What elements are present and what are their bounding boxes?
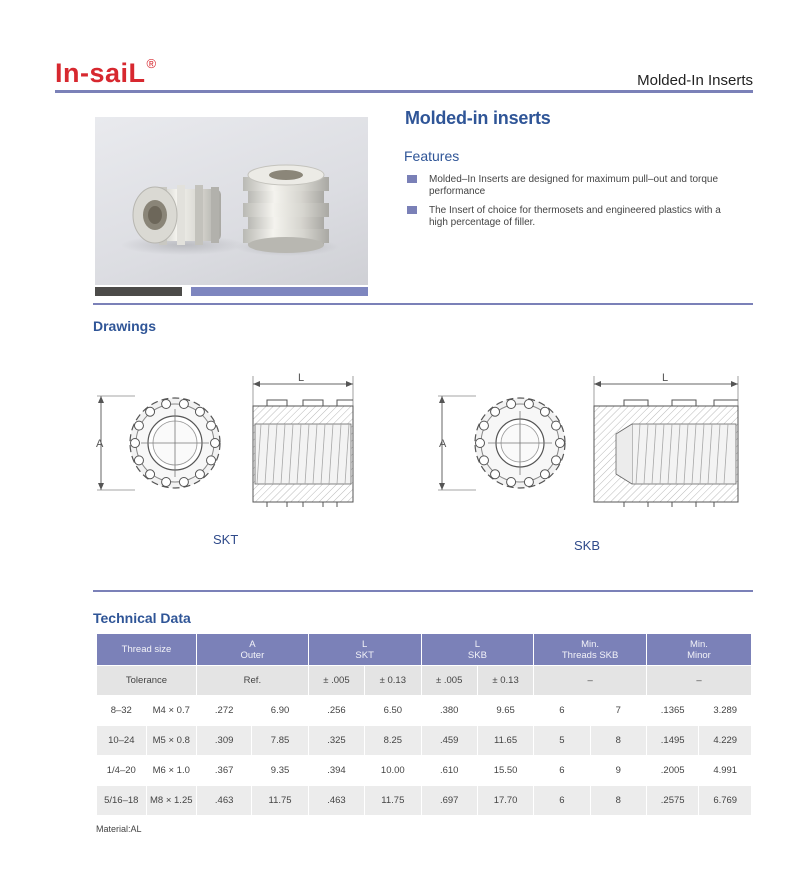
header-label-top: Min. xyxy=(581,638,600,650)
table-cell: 6 xyxy=(534,786,589,815)
gear-tooth xyxy=(552,456,561,465)
technical-data-table xyxy=(96,633,752,816)
table-cell: .463 xyxy=(197,786,251,815)
gear-tooth xyxy=(491,470,500,479)
gear-tooth xyxy=(491,407,500,416)
gear-tooth xyxy=(211,439,220,448)
gear-tooth xyxy=(540,470,549,479)
table-cell: .394 xyxy=(309,756,364,785)
table-cell: 11.75 xyxy=(365,786,420,815)
table-cell: .697 xyxy=(422,786,477,815)
header-label-top: A xyxy=(249,638,256,650)
table-header-row xyxy=(97,634,751,665)
table-cell: .2575 xyxy=(647,786,699,815)
header-label-bottom: Outer xyxy=(240,649,265,661)
table-cell: ± 0.13 xyxy=(365,666,420,695)
table-cell: .610 xyxy=(422,756,477,785)
dim-a-label: A xyxy=(96,438,104,450)
gear-tooth xyxy=(476,439,485,448)
table-cell: 1/4–20 xyxy=(97,756,146,785)
skb-label: SKB xyxy=(574,538,601,553)
table-cell: 7 xyxy=(591,696,646,725)
dim-l-label: L xyxy=(662,372,669,384)
dim-a-label: A xyxy=(439,438,447,450)
header-min-minor xyxy=(647,634,751,665)
table-cell: 5 xyxy=(534,726,589,755)
skt-drawing xyxy=(95,372,365,507)
table-cell: 6.50 xyxy=(365,696,420,725)
table-cell: 6 xyxy=(534,696,589,725)
skt-label: SKT xyxy=(213,532,239,547)
photo-accent-bar-dark xyxy=(95,287,182,296)
header-label-bottom: Minor xyxy=(687,649,711,661)
table-cell: – xyxy=(647,666,751,695)
table-cell: .380 xyxy=(422,696,477,725)
gear-tooth xyxy=(207,456,216,465)
gear-tooth xyxy=(179,400,188,409)
tolerance-row xyxy=(97,666,751,695)
table-cell: 10–24 xyxy=(97,726,146,755)
table-cell: .2005 xyxy=(647,756,699,785)
gear-tooth xyxy=(134,456,143,465)
table-cell: 11.75 xyxy=(252,786,307,815)
header-label-top: L xyxy=(362,638,368,650)
feature-text: The Insert of choice for thermosets and engineered plastics with a high percentage of filler. xyxy=(429,205,721,228)
square-bullet-icon xyxy=(407,175,417,183)
gear-tooth xyxy=(479,421,488,430)
gear-tooth xyxy=(131,439,140,448)
gear-tooth xyxy=(195,407,204,416)
table-cell: 6 xyxy=(534,756,589,785)
brand-name: In-saiL xyxy=(55,58,146,88)
table-cell: 10.00 xyxy=(365,756,420,785)
table-cell: .256 xyxy=(309,696,364,725)
table-row xyxy=(97,726,751,755)
square-bullet-icon xyxy=(407,206,417,214)
table-row xyxy=(97,786,751,815)
table-row xyxy=(97,756,751,785)
table-cell: .459 xyxy=(422,726,477,755)
gear-tooth xyxy=(507,400,516,409)
drawings-heading: Drawings xyxy=(93,318,157,334)
header-min-threads xyxy=(534,634,646,665)
table-cell: .325 xyxy=(309,726,364,755)
gear-tooth xyxy=(146,470,155,479)
gear-tooth xyxy=(479,456,488,465)
technical-divider xyxy=(93,590,753,592)
table-cell: 9.65 xyxy=(478,696,533,725)
gear-tooth xyxy=(507,478,516,487)
table-cell: ± 0.13 xyxy=(478,666,533,695)
drawings-divider xyxy=(93,303,753,305)
table-cell: 8 xyxy=(591,786,646,815)
header-divider xyxy=(55,90,753,93)
header-a-outer xyxy=(197,634,308,665)
product-title: Molded-in inserts xyxy=(405,108,551,128)
table-cell: 9 xyxy=(591,756,646,785)
skb-drawing xyxy=(436,372,746,507)
table-cell: 17.70 xyxy=(478,786,533,815)
table-cell: .1365 xyxy=(647,696,699,725)
table-cell: 11.65 xyxy=(478,726,533,755)
table-cell: ± .005 xyxy=(422,666,477,695)
table-cell: 5/16–18 xyxy=(97,786,146,815)
product-photo xyxy=(95,117,368,285)
gear-tooth xyxy=(146,407,155,416)
table-cell: 8–32 xyxy=(97,696,146,725)
gear-tooth xyxy=(207,421,216,430)
header-label-top: L xyxy=(474,638,481,650)
table-cell: .272 xyxy=(197,696,251,725)
gear-tooth xyxy=(552,421,561,430)
gear-tooth xyxy=(195,470,204,479)
gear-tooth xyxy=(540,407,549,416)
header-l-skt xyxy=(309,634,421,665)
feature-item xyxy=(407,205,737,229)
table-cell: 9.35 xyxy=(252,756,307,785)
photo-accent-bar-blue xyxy=(191,287,368,296)
table-cell: .367 xyxy=(197,756,251,785)
page-header-title: Molded-In Inserts xyxy=(637,72,753,89)
gear-tooth xyxy=(179,478,188,487)
table-cell: 8 xyxy=(591,726,646,755)
feature-item xyxy=(407,174,737,198)
table-cell: 7.85 xyxy=(252,726,307,755)
table-cell: 8.25 xyxy=(365,726,420,755)
header-l-skb xyxy=(422,634,534,665)
brand-logo xyxy=(55,58,157,89)
inserts-photo-illustration xyxy=(95,117,368,285)
header-label-bottom: Threads SKB xyxy=(561,649,619,661)
table-cell: .463 xyxy=(309,786,364,815)
table-cell: M6 × 1.0 xyxy=(147,756,196,785)
feature-text: Molded–In Inserts are designed for maximum pull–out and torque performance xyxy=(429,174,719,197)
technical-heading: Technical Data xyxy=(93,610,191,626)
table-cell: 6.769 xyxy=(699,786,751,815)
gear-tooth xyxy=(162,400,171,409)
header-label-bottom: SKT xyxy=(355,649,374,661)
table-cell: 4.229 xyxy=(699,726,751,755)
gear-tooth xyxy=(524,400,533,409)
features-heading: Features xyxy=(404,148,460,164)
table-cell: Tolerance xyxy=(97,666,196,695)
header-label-bottom: SKB xyxy=(467,649,487,661)
table-cell: ± .005 xyxy=(309,666,364,695)
table-cell: M4 × 0.7 xyxy=(147,696,196,725)
table-cell: 6.90 xyxy=(252,696,307,725)
header-label: Thread size xyxy=(121,644,172,655)
table-cell: 15.50 xyxy=(478,756,533,785)
gear-tooth xyxy=(162,478,171,487)
material-note: Material:AL xyxy=(96,824,142,834)
table-cell: M5 × 0.8 xyxy=(147,726,196,755)
table-cell: – xyxy=(534,666,646,695)
header-thread-size xyxy=(97,634,196,665)
gear-tooth xyxy=(524,478,533,487)
registered-mark: ® xyxy=(146,56,157,71)
table-cell: M8 × 1.25 xyxy=(147,786,196,815)
gear-tooth xyxy=(134,421,143,430)
table-cell: .309 xyxy=(197,726,251,755)
table-cell: .1495 xyxy=(647,726,699,755)
dim-l-label: L xyxy=(298,372,305,384)
table-cell: Ref. xyxy=(197,666,308,695)
table-row xyxy=(97,696,751,725)
gear-tooth xyxy=(556,439,565,448)
table-cell: 3.289 xyxy=(699,696,751,725)
table-cell: 4.991 xyxy=(699,756,751,785)
header-label-top: Min. xyxy=(689,638,708,650)
